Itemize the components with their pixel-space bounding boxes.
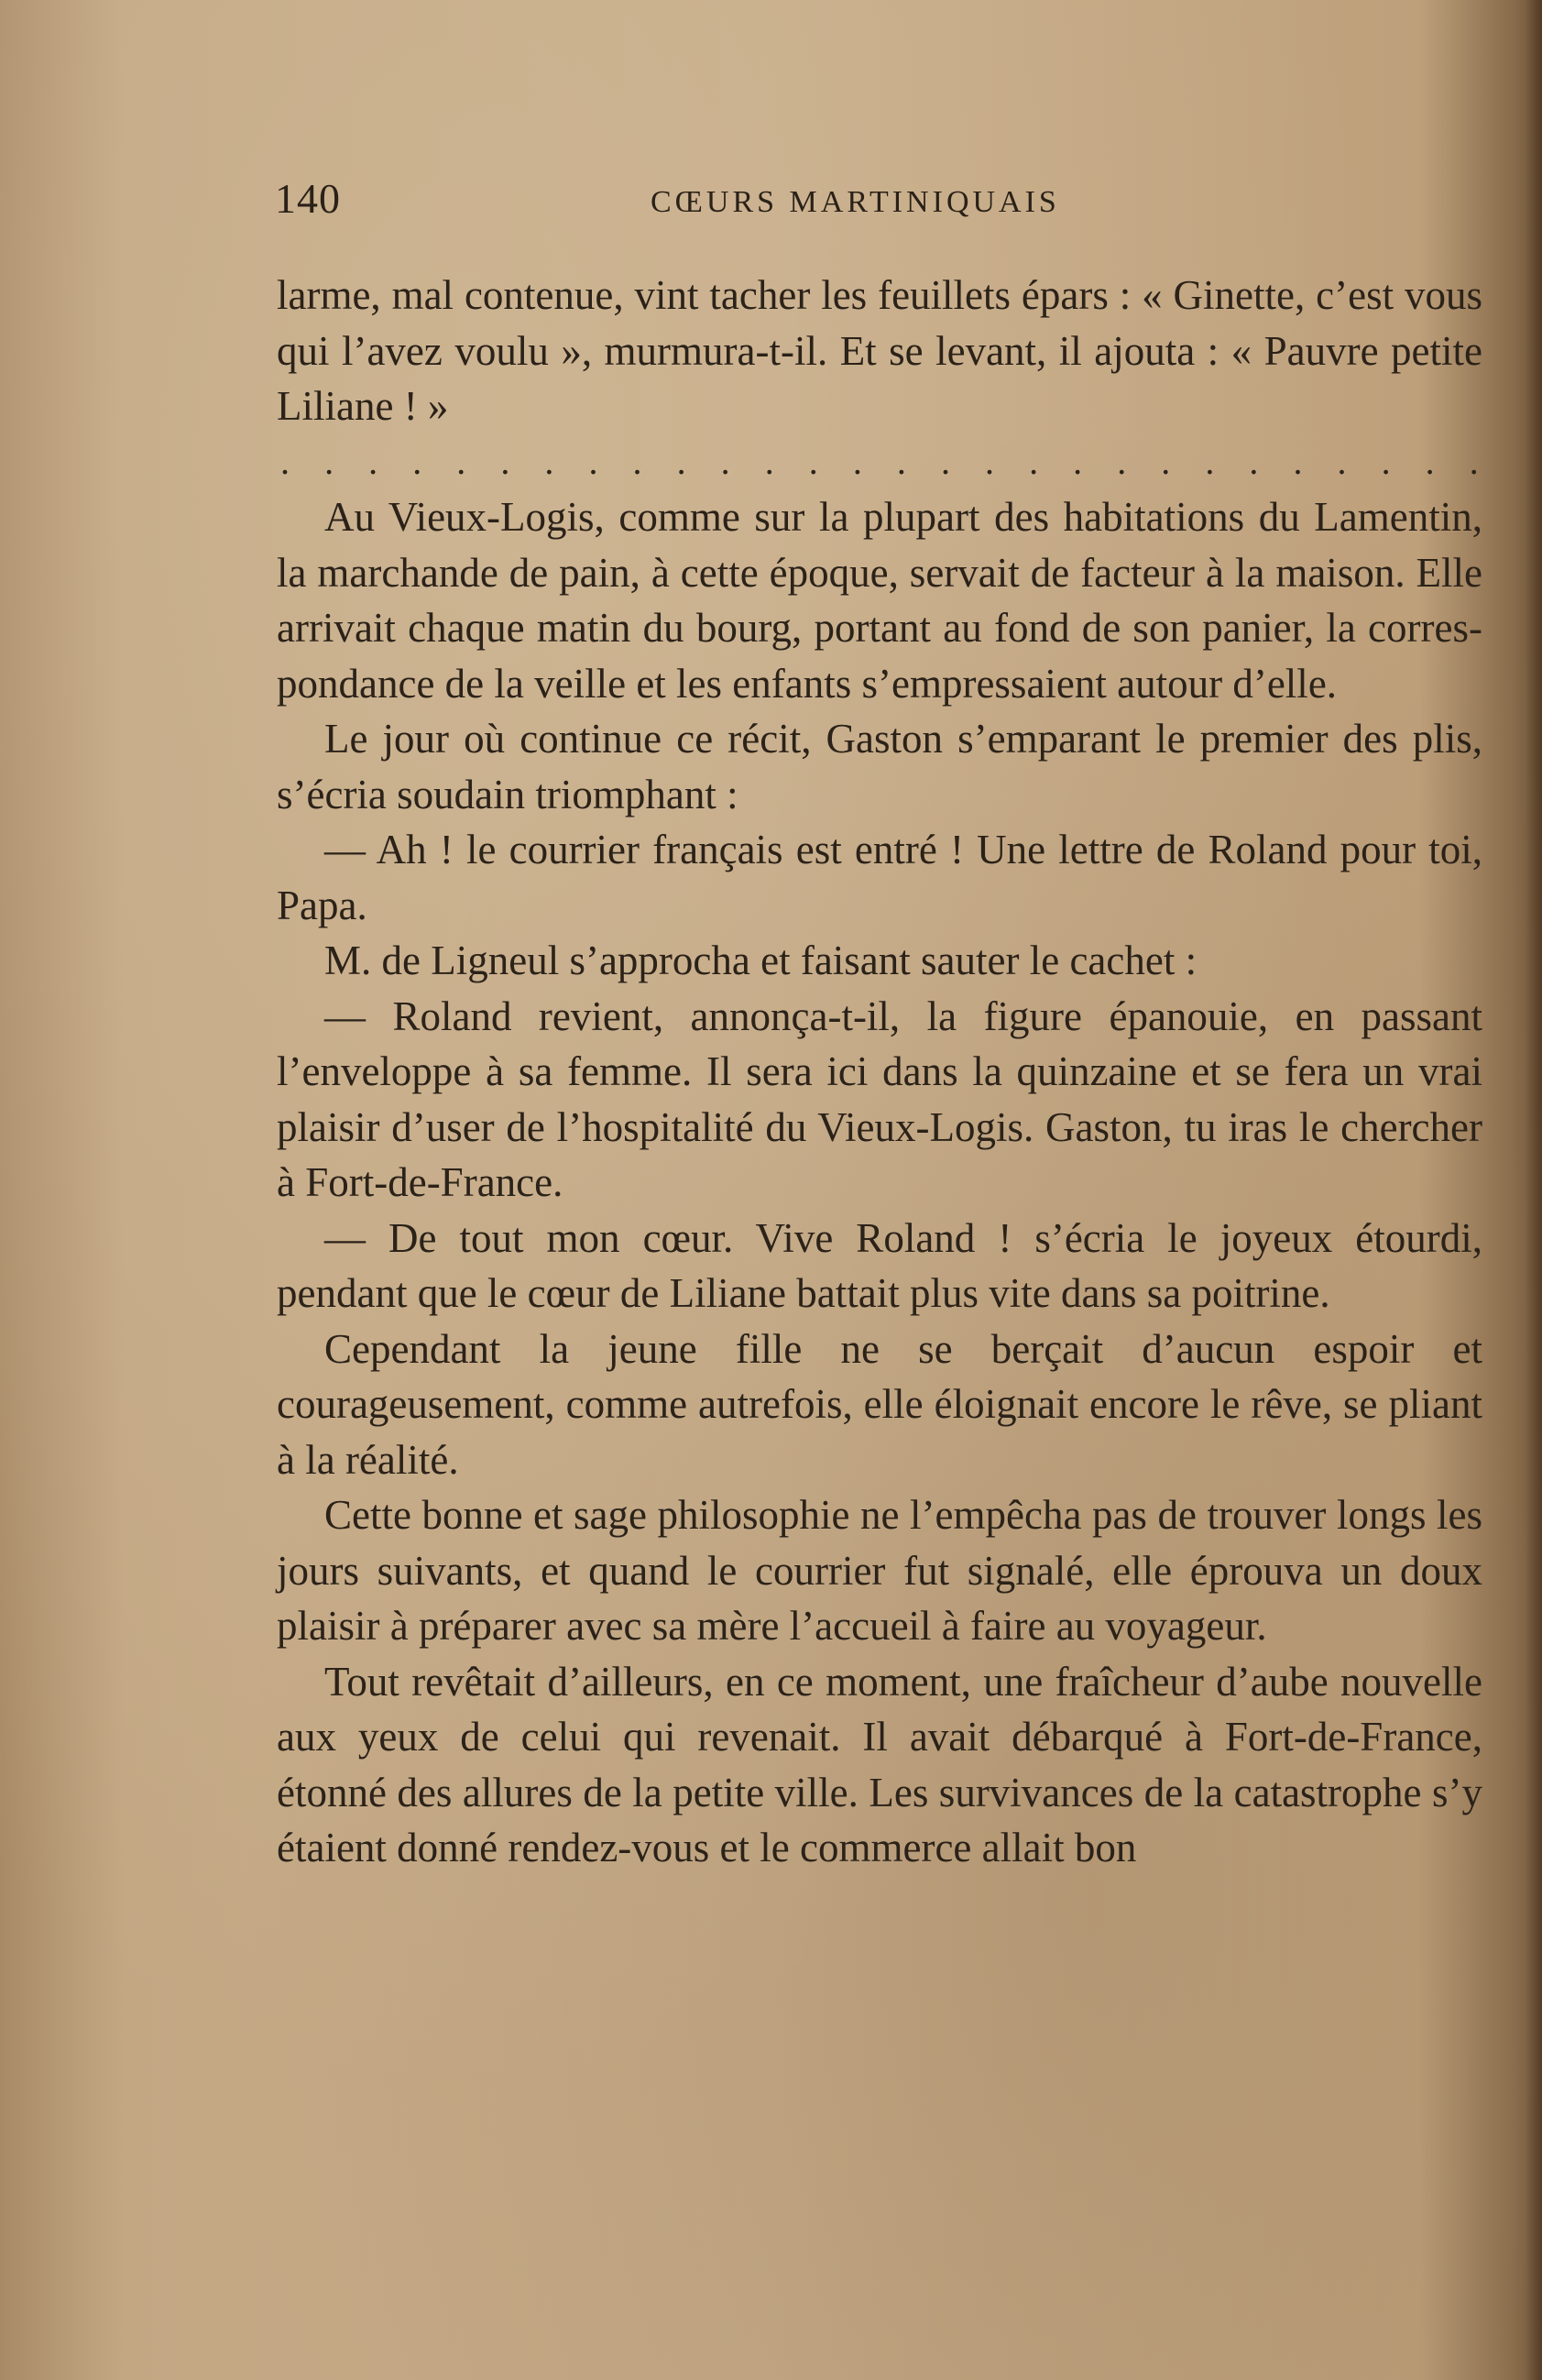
paragraph-dialogue: — Ah ! le courrier français est entré ! Une lettre de Roland pour toi, Papa. bbox=[277, 827, 1482, 928]
separator-dot: . bbox=[1073, 440, 1083, 482]
separator-dot: . bbox=[1117, 440, 1127, 482]
paragraph: Tout revêtait d’ailleurs, en ce moment, une fraîcheur d’aube nouvelle aux yeux de celui qui revenait. Il avait débarqué à Fort-de-France, étonné des allures de la petite ville. Les survivances de la catastrophe s’y étaient donné rendez-vous et le commerce allait bon bbox=[277, 1658, 1482, 1870]
paragraph: Au Vieux-Logis, comme sur la plupart des habitations du Lamentin, la marchande de pain, à cette époque, servait de facteur à la maison. Elle arrivait chaque matin du bourg, portant au fond de son panier, la correspondance de la veille et les enfants s’empressaient autour d’elle. bbox=[277, 494, 1482, 707]
running-title: CŒURS MARTINIQUAIS bbox=[651, 185, 1060, 219]
separator-dot: . bbox=[896, 440, 906, 482]
paragraph: M. de Ligneul s’approcha et faisant sauter le cachet : bbox=[324, 938, 1198, 983]
separator-dot: . bbox=[720, 440, 730, 482]
separator-dot: . bbox=[280, 440, 290, 482]
paragraph: Cependant la jeune fille ne se berçait d’aucun espoir et courageusement, comme autrefois, elle éloignait encore le rêve, se pliant à la réalité. bbox=[277, 1325, 1482, 1483]
separator-dot: . bbox=[544, 440, 554, 482]
separator-dot: . bbox=[1293, 440, 1303, 482]
paragraph-dialogue: — Roland revient, annonça-t-il, la figure épanouie, en passant l’enveloppe à sa femme. Il sera ici dans la quinzaine et se fera un vrai plaisir d’user de l’hospitalité du Vieux-Logis. Gaston, tu iras le chercher à Fort-de-France. bbox=[277, 993, 1482, 1205]
separator-dot: . bbox=[1337, 440, 1347, 482]
separator-dot: . bbox=[412, 440, 422, 482]
separator-dot: . bbox=[985, 440, 994, 482]
separator-dot: . bbox=[588, 440, 598, 482]
paragraph-dialogue: — De tout mon cœur. Vive Roland ! s’écria le joyeux étourdi, pendant que le cœur de Liliane battait plus vite dans sa poitrine. bbox=[277, 1214, 1482, 1316]
body-text bbox=[277, 268, 1482, 1876]
separator-dot: . bbox=[1425, 440, 1435, 482]
separator-dot: . bbox=[764, 440, 774, 482]
separator-dot: . bbox=[1381, 440, 1391, 482]
separator-dot: . bbox=[940, 440, 950, 482]
separator-dot: . bbox=[500, 440, 510, 482]
separator-dot: . bbox=[1205, 440, 1215, 482]
paragraph: Cette bonne et sage philosophie ne l’empêcha pas de trouver longs les jours suivants, et quand le courrier fut signalé, elle éprouva un doux plaisir à préparer avec sa mère l’accueil à faire au voyageur. bbox=[277, 1492, 1482, 1649]
separator-dot: . bbox=[1029, 440, 1039, 482]
separator-dot: . bbox=[368, 440, 378, 482]
page-number: 140 bbox=[275, 175, 341, 222]
separator-dot: . bbox=[676, 440, 686, 482]
paragraph-continuation: larme, mal contenue, vint tacher les feuillets épars : « Ginette, c’est vous qui l’avez voulu », murmura-t-il. Et se levant, il ajouta : « Pauvre petite Liliane ! » bbox=[277, 272, 1482, 429]
separator-dot: . bbox=[1161, 440, 1171, 482]
page-header bbox=[275, 174, 1484, 238]
paragraph: Le jour où continue ce récit, Gaston s’emparant le premier des plis, s’écria soudain triomphant : bbox=[277, 716, 1482, 817]
separator-dot: . bbox=[632, 440, 642, 482]
separator-dot: . bbox=[456, 440, 466, 482]
section-separator-dots bbox=[277, 434, 1482, 490]
separator-dot: . bbox=[1249, 440, 1259, 482]
separator-dot: . bbox=[852, 440, 862, 482]
separator-dot: . bbox=[808, 440, 818, 482]
separator-dot: . bbox=[1469, 440, 1479, 482]
separator-dot: . bbox=[324, 440, 334, 482]
